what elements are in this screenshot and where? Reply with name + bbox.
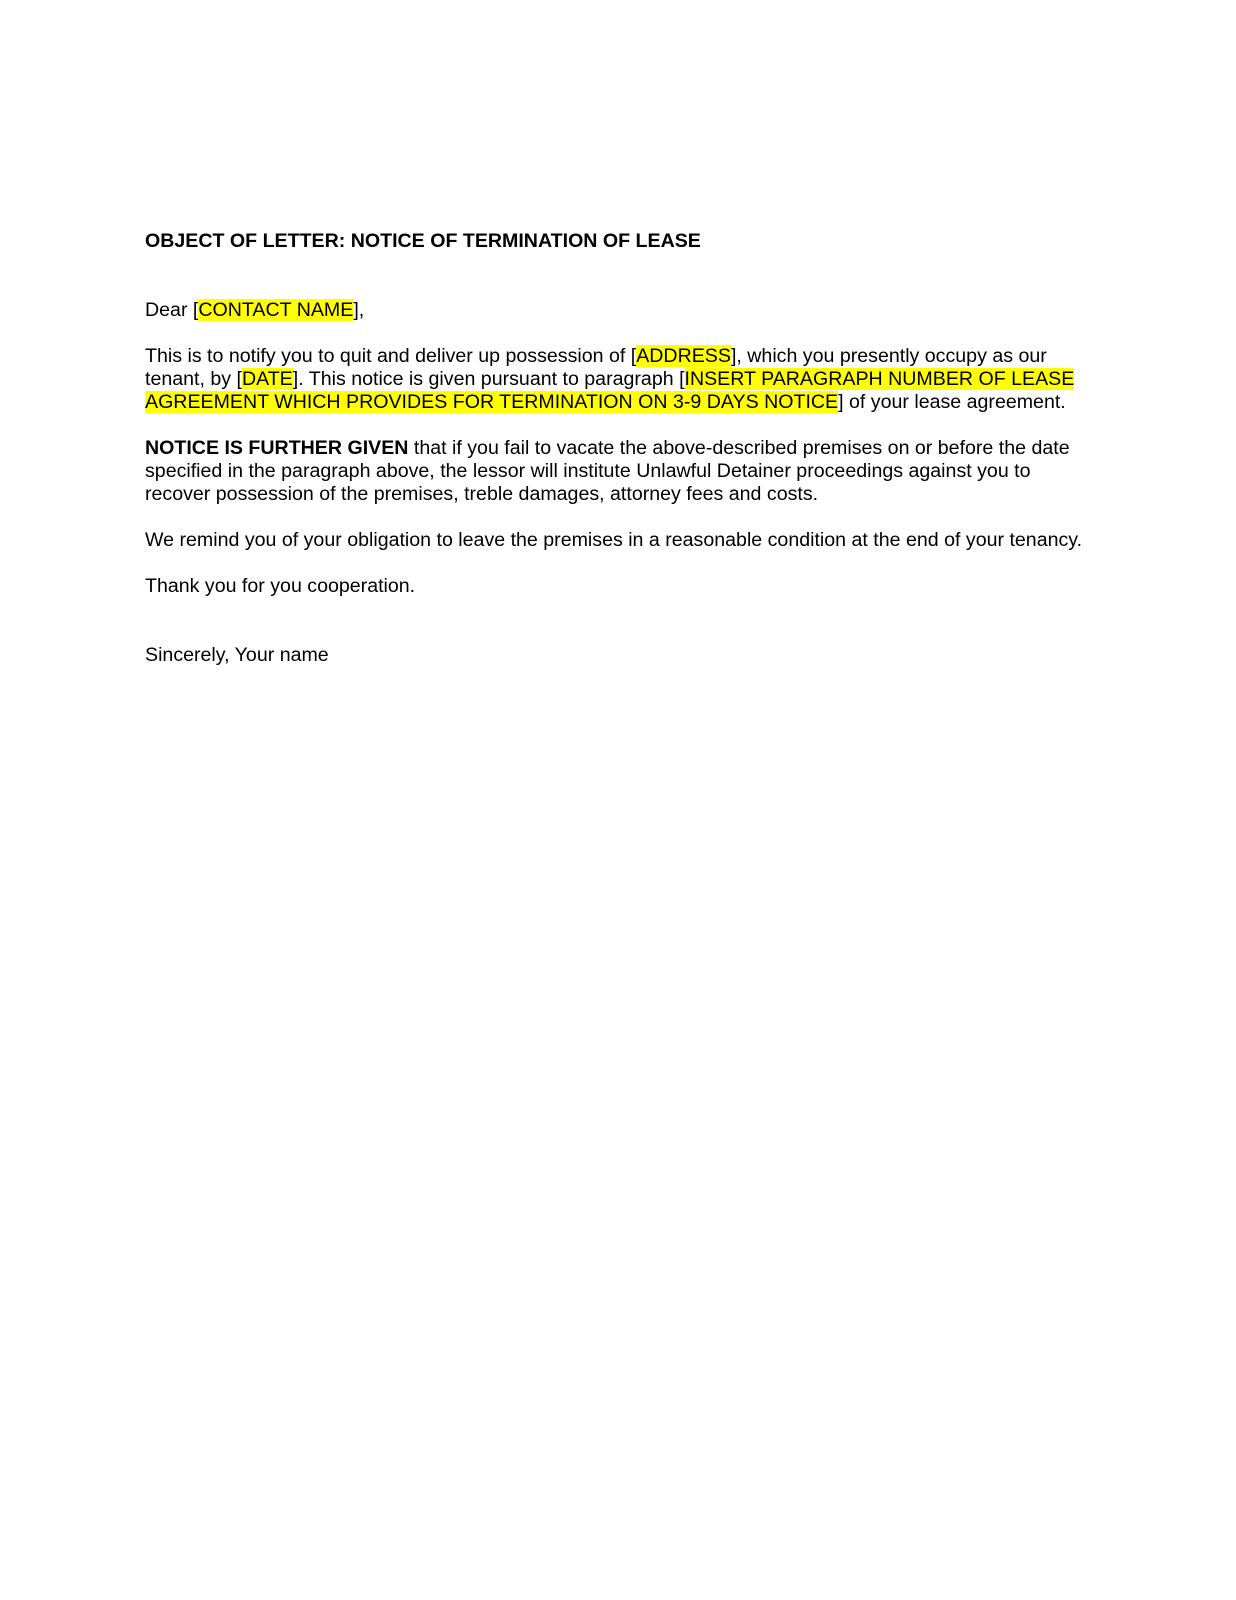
contact-name-placeholder: CONTACT NAME [198,299,354,321]
further-notice-lead: NOTICE IS FURTHER GIVEN [145,437,409,459]
paragraph-number-placeholder: INSERT PARAGRAPH NUMBER OF LEASE AGREEMENT WHICH PROVIDES FOR TERMINATION ON 3-9 DAYS NOTICE [145,368,1075,413]
letter-subject: OBJECT OF LETTER: NOTICE OF TERMINATION OF LEASE [145,230,701,252]
notice-text-b: ], which you presently occupy as our tenant, by [ [145,345,1047,390]
further-notice-text: that if you fail to vacate the above-described premises on or before the date specified in the paragraph above, the lessor will institute Unlawful Detainer proceedings against you to recover possession of the premises, treble damages, attorney fees and costs. [145,437,1070,505]
notice-paragraph [145,345,1085,414]
letter-body [145,230,1085,667]
salutation [145,299,1085,322]
salutation-prefix: Dear [ [145,299,199,321]
thanks-line: Thank you for you cooperation. [145,575,416,597]
salutation-suffix: ], [353,299,365,321]
notice-text-d: ] of your lease agreement. [838,391,1066,413]
address-placeholder: ADDRESS [636,345,731,367]
obligation-paragraph: We remind you of your obligation to leave the premises in a reasonable condition at the end of your tenancy. [145,529,1083,551]
notice-text-a: This is to notify you to quit and deliver up possession of [ [145,345,637,367]
notice-text-c: ]. This notice is given pursuant to paragraph [ [292,368,685,390]
closing-signature: Sincerely, Your name [145,644,329,666]
further-notice-paragraph [145,437,1085,506]
date-placeholder: DATE [241,368,293,390]
